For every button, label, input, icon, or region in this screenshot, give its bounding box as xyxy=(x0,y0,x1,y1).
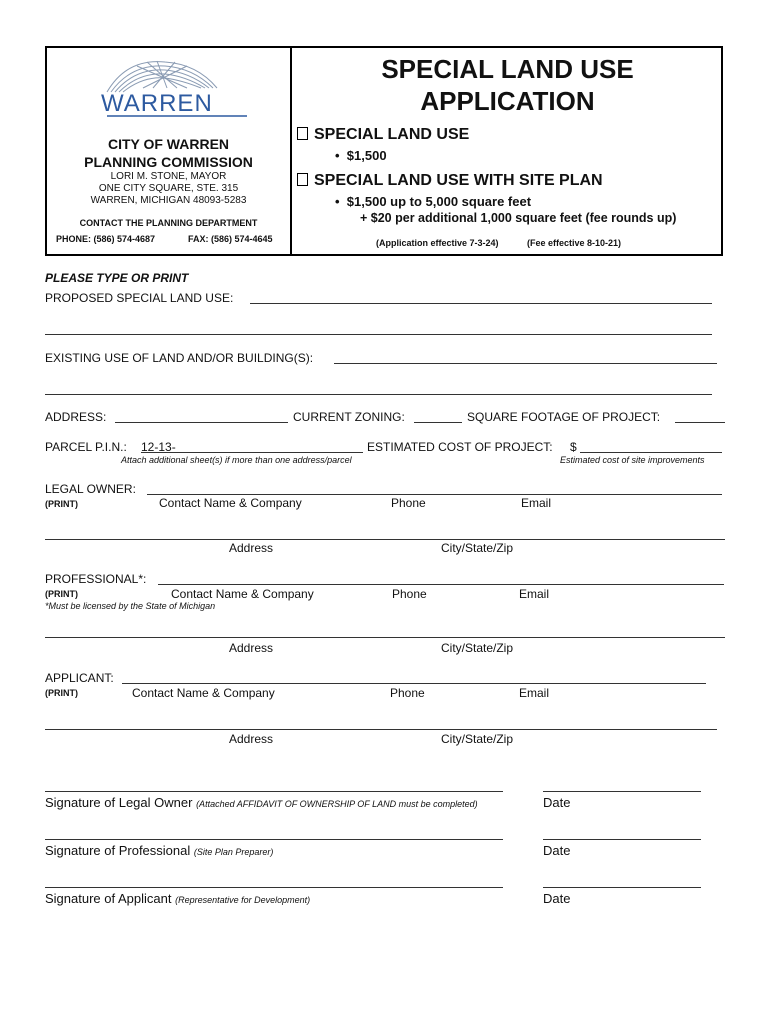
form-title-line-2: APPLICATION xyxy=(420,86,595,116)
parcel-pin-field[interactable] xyxy=(141,452,363,453)
proposed-use-field[interactable] xyxy=(250,303,712,304)
current-zoning-field[interactable] xyxy=(414,422,462,423)
application-effective-date: (Application effective 7-3-24) xyxy=(376,238,499,248)
legal-owner-print: (PRINT) xyxy=(45,499,78,509)
logo-text: WARREN xyxy=(101,90,213,117)
professional-date-label: Date xyxy=(543,843,571,858)
option-1-checkbox[interactable] xyxy=(297,127,308,140)
professional-signature-text: Signature of Professional xyxy=(45,843,191,858)
option-2-checkbox[interactable] xyxy=(297,173,308,186)
address-label: ADDRESS: xyxy=(45,410,107,424)
professional-email-caption: Email xyxy=(519,587,550,601)
legal-owner-field[interactable] xyxy=(147,494,722,495)
owner-date-line[interactable] xyxy=(543,791,701,792)
applicant-date-line[interactable] xyxy=(543,887,701,888)
professional-signature-label xyxy=(45,843,273,858)
city-logo xyxy=(87,58,252,120)
estimated-cost-field[interactable] xyxy=(580,452,722,453)
applicant-contact-caption: Contact Name & Company xyxy=(132,686,275,700)
legal-owner-contact-caption: Contact Name & Company xyxy=(159,496,302,510)
form-title-line-1: SPECIAL LAND USE xyxy=(381,54,634,84)
square-footage-label: SQUARE FOOTAGE OF PROJECT: xyxy=(467,410,661,424)
professional-contact-caption: Contact Name & Company xyxy=(171,587,314,601)
option-1-fee-text: $1,500 xyxy=(346,148,387,163)
applicant-city-caption: City/State/Zip xyxy=(441,732,514,746)
contact-heading: CONTACT THE PLANNING DEPARTMENT xyxy=(79,218,258,228)
estimated-cost-label: ESTIMATED COST OF PROJECT: xyxy=(367,440,553,454)
option-2-fee-text: $1,500 up to 5,000 square feet xyxy=(346,194,532,209)
cost-note: Estimated cost of site improvements xyxy=(560,455,705,465)
applicant-address-field[interactable] xyxy=(45,729,717,730)
option-2-extra-fee: + $20 per additional 1,000 square feet (fee rounds up) xyxy=(360,211,677,225)
legal-owner-email-caption: Email xyxy=(521,496,552,510)
licensed-note: *Must be licensed by the State of Michigan xyxy=(45,601,216,611)
applicant-field[interactable] xyxy=(122,683,706,684)
option-special-land-use-site-plan[interactable] xyxy=(297,172,603,190)
applicant-phone-caption: Phone xyxy=(390,686,425,700)
parcel-pin-prefix: 12-13- xyxy=(141,440,176,454)
professional-label: PROFESSIONAL*: xyxy=(45,572,147,586)
legal-owner-city-caption: City/State/Zip xyxy=(441,541,514,555)
legal-owner-label: LEGAL OWNER: xyxy=(45,482,136,496)
bullet-icon: • xyxy=(335,194,347,209)
type-or-print-instruction: PLEASE TYPE OR PRINT xyxy=(45,271,189,285)
proposed-use-field-2[interactable] xyxy=(45,334,712,335)
legal-owner-address-field[interactable] xyxy=(45,539,725,540)
professional-phone-caption: Phone xyxy=(392,587,427,601)
bullet-icon: • xyxy=(335,148,347,163)
professional-print: (PRINT) xyxy=(45,589,78,599)
existing-use-label: EXISTING USE OF LAND AND/OR BUILDING(S): xyxy=(45,351,314,365)
owner-signature-line[interactable] xyxy=(45,791,503,792)
parcel-pin-label: PARCEL P.I.N.: xyxy=(45,440,127,454)
professional-address-caption: Address xyxy=(229,641,274,655)
option-1-fee xyxy=(335,148,387,163)
professional-date-line[interactable] xyxy=(543,839,701,840)
option-2-fee xyxy=(335,194,531,209)
square-footage-field[interactable] xyxy=(675,422,725,423)
phone-number: PHONE: (586) 574-4687 xyxy=(56,234,156,244)
applicant-email-caption: Email xyxy=(519,686,550,700)
owner-date-label: Date xyxy=(543,795,571,810)
option-1-label: SPECIAL LAND USE xyxy=(314,126,470,143)
applicant-date-label: Date xyxy=(543,891,571,906)
header-box xyxy=(45,46,723,256)
commission-name: PLANNING COMMISSION xyxy=(84,154,253,170)
applicant-label: APPLICANT: xyxy=(45,671,114,685)
current-zoning-label: CURRENT ZONING: xyxy=(293,410,405,424)
proposed-use-label: PROPOSED SPECIAL LAND USE: xyxy=(45,291,234,305)
address-line-1: ONE CITY SQUARE, STE. 315 xyxy=(98,183,239,194)
professional-field[interactable] xyxy=(158,584,724,585)
option-special-land-use[interactable] xyxy=(297,126,469,144)
professional-signature-note: (Site Plan Preparer) xyxy=(193,847,274,857)
city-name: CITY OF WARREN xyxy=(107,136,230,152)
applicant-signature-label xyxy=(45,891,310,906)
dollar-sign: $ xyxy=(570,440,577,454)
legal-owner-phone-caption: Phone xyxy=(391,496,426,510)
owner-signature-text: Signature of Legal Owner xyxy=(45,795,193,810)
applicant-signature-line[interactable] xyxy=(45,887,503,888)
address-line-2: WARREN, MICHIGAN 48093-5283 xyxy=(90,195,247,206)
address-field[interactable] xyxy=(115,422,288,423)
legal-owner-address-caption: Address xyxy=(229,541,274,555)
mayor-name: LORI M. STONE, MAYOR xyxy=(110,171,227,182)
fax-number: FAX: (586) 574-4645 xyxy=(188,234,273,244)
existing-use-field[interactable] xyxy=(334,363,717,364)
attach-note: Attach additional sheet(s) if more than one address/parcel xyxy=(121,455,352,465)
option-2-label: SPECIAL LAND USE WITH SITE PLAN xyxy=(314,172,603,189)
owner-signature-note: (Attached AFFIDAVIT OF OWNERSHIP OF LAND must be completed) xyxy=(196,799,478,809)
existing-use-field-2[interactable] xyxy=(45,394,712,395)
fee-effective-date: (Fee effective 8-10-21) xyxy=(527,238,622,248)
applicant-signature-note: (Representative for Development) xyxy=(175,895,311,905)
applicant-print: (PRINT) xyxy=(45,688,78,698)
owner-signature-label xyxy=(45,795,478,810)
professional-address-field[interactable] xyxy=(45,637,725,638)
applicant-address-caption: Address xyxy=(229,732,274,746)
applicant-signature-text: Signature of Applicant xyxy=(45,891,172,906)
professional-city-caption: City/State/Zip xyxy=(441,641,514,655)
professional-signature-line[interactable] xyxy=(45,839,503,840)
